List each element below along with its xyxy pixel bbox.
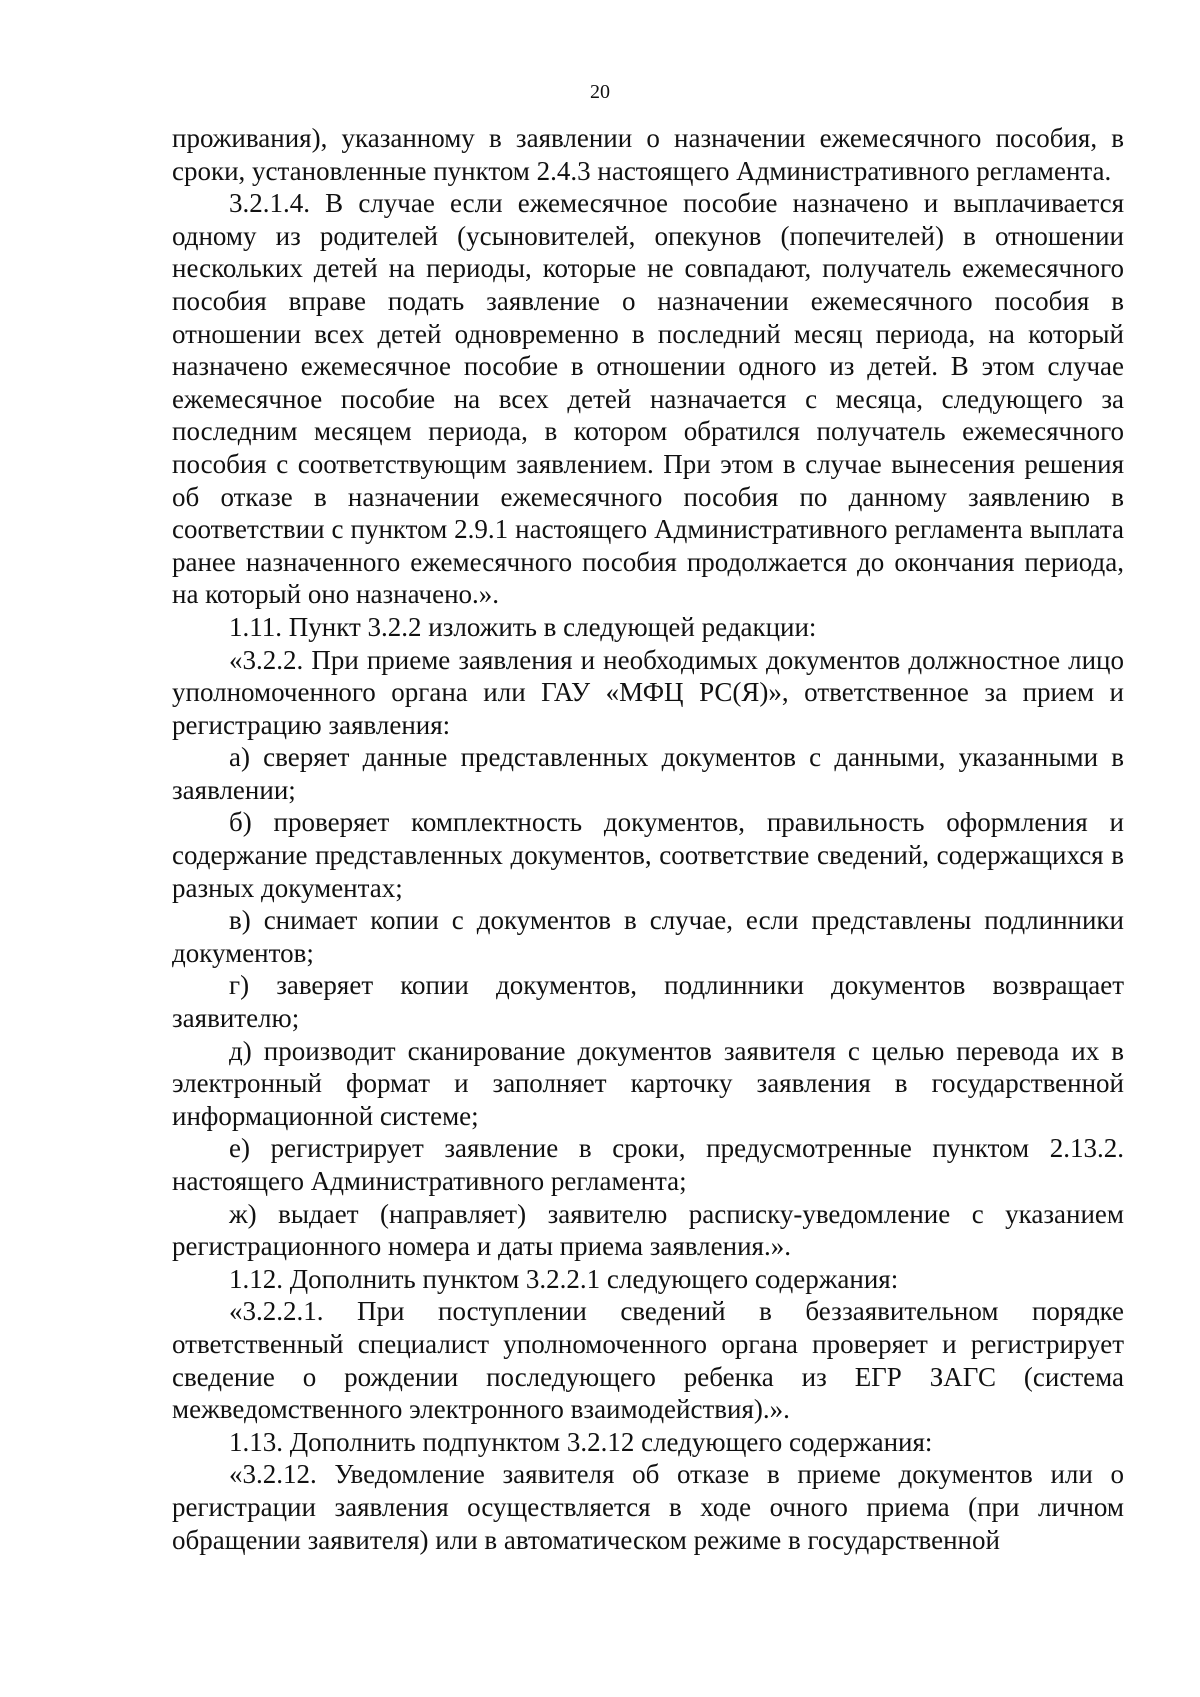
list-item-a: а) сверяет данные представленных документов с данными, указанными в заявлении; — [172, 742, 1124, 805]
list-item-b: б) проверяет комплектность документов, правильность оформления и содержание представленных документов, соответствие сведений, содержащихся в разных документах; — [172, 807, 1124, 903]
paragraph-3-2-2: «3.2.2. При приеме заявления и необходимых документов должностное лицо уполномоченного органа или ГАУ «МФЦ РС(Я)», ответственное за прием и регистрацию заявления: — [172, 644, 1124, 740]
list-item-zh: ж) выдает (направляет) заявителю расписку-уведомление с указанием регистрационного номера и даты приема заявления.». — [172, 1198, 1124, 1262]
list-item-v: в) снимает копии с документов в случае, если представлены подлинники документов; — [172, 905, 1124, 968]
paragraph-3-2-1-4: 3.2.1.4. В случае если ежемесячное пособие назначено и выплачивается одному из родителей (усыновителей, опекунов (попечителей) в отношении нескольких детей на периоды, которые не совпадают, получатель ежемесячного пособия вправе подать заявление о назначении ежемесячного пособия в отношении всех детей одновременно в последний месяц периода, на который назначено ежемесячное пособие в отношении одного из детей. В этом случае ежемесячное пособие на всех детей назначается с месяца, следующего за последним месяцем периода, в котором обратился получатель ежемесячного пособия с соответствующим заявлением. При этом в случае вынесения решения об отказе в назначении ежемесячного пособия по данному заявлению в соответствии с пунктом 2.9.1 настоящего Административного регламента выплата ранее назначенного ежемесячного пособия продолжается до окончания периода, на который оно назначено.». — [172, 188, 1124, 610]
page-number: 20 — [590, 81, 610, 103]
paragraph-3-2-12: «3.2.12. Уведомление заявителя об отказе в приеме документов или о регистрации заявления осуществляется в ходе очного приема (при личном обращении заявителя) или в автоматическом режиме в государственной — [172, 1459, 1124, 1555]
document-body — [172, 122, 1124, 1556]
list-item-e: е) регистрирует заявление в сроки, предусмотренные пунктом 2.13.2. настоящего Административного регламента; — [172, 1133, 1124, 1196]
paragraph-3-2-2-1: «3.2.2.1. При поступлении сведений в беззаявительном порядке ответственный специалист уполномоченного органа проверяет и регистрирует сведение о рождении последующего ребенка из ЕГР ЗАГС (система межведомственного электронного взаимодействия).». — [172, 1296, 1124, 1425]
paragraph-1-12: 1.12. Дополнить пунктом 3.2.2.1 следующего содержания: — [229, 1263, 899, 1294]
list-item-d: д) производит сканирование документов заявителя с целью перевода их в электронный формат и заполняет карточку заявления в государственной информационной системе; — [172, 1035, 1124, 1131]
paragraph-1-11: 1.11. Пункт 3.2.2 изложить в следующей редакции: — [229, 611, 817, 642]
paragraph-continuation: проживания), указанному в заявлении о назначении ежемесячного пособия, в сроки, установленные пунктом 2.4.3 настоящего Административного регламента. — [172, 123, 1124, 186]
list-item-g: г) заверяет копии документов, подлинники документов возвращает заявителю; — [172, 970, 1124, 1034]
paragraph-1-13: 1.13. Дополнить подпунктом 3.2.12 следующего содержания: — [229, 1426, 933, 1457]
